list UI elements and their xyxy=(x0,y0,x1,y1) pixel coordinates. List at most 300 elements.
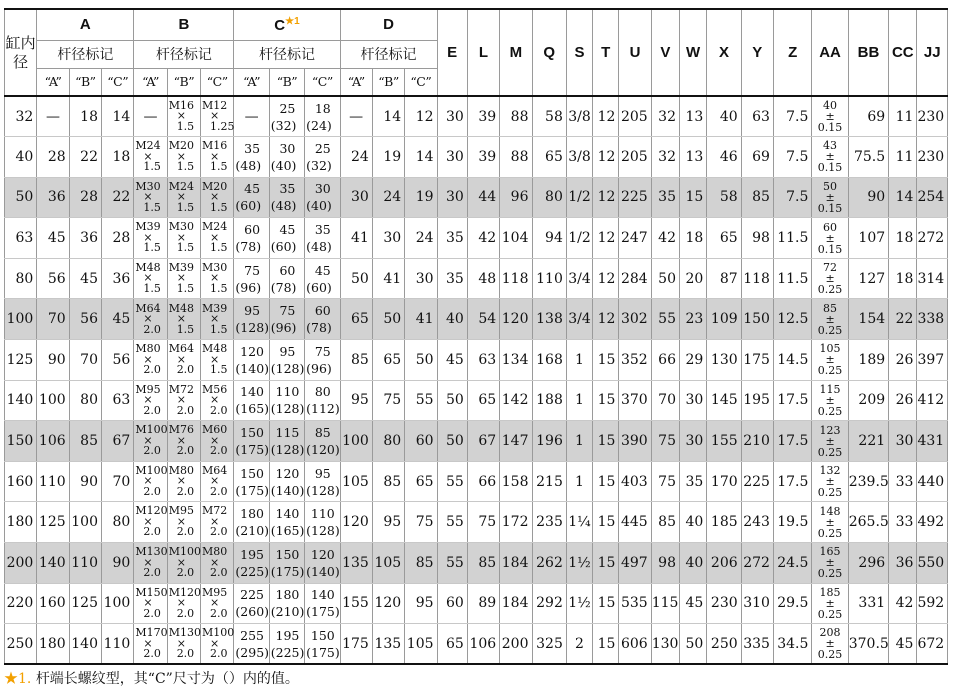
s-cell: 1 xyxy=(566,461,592,502)
bore-cell: 200 xyxy=(5,543,37,584)
c-cell xyxy=(269,177,304,218)
b-thread-cell xyxy=(167,624,200,665)
b-thread-line: × xyxy=(210,393,220,407)
c-cell xyxy=(234,218,269,259)
b-thread-line: 1.5 xyxy=(176,200,195,214)
bb-cell: 90 xyxy=(848,177,888,218)
b-thread-line: M24 xyxy=(202,220,228,234)
d-cell: 50 xyxy=(405,340,437,381)
a-cell: 110 xyxy=(37,461,69,502)
m-cell: 120 xyxy=(500,299,532,340)
c-value-line: (40) xyxy=(270,157,297,173)
rod-code-header-d-b: “B” xyxy=(372,68,404,96)
b-thread-line: × xyxy=(210,271,220,285)
b-thread-line: × xyxy=(176,271,186,285)
e-cell: 30 xyxy=(437,96,467,137)
a-cell: 36 xyxy=(69,218,101,259)
c-value-line: 110 xyxy=(310,506,335,522)
c-cell xyxy=(305,583,340,624)
y-cell: 150 xyxy=(741,299,773,340)
c-value-line: 80 xyxy=(314,384,331,400)
b-thread-cell xyxy=(134,624,167,665)
c-value-line: 60 xyxy=(244,222,261,238)
d-cell: 100 xyxy=(340,421,372,462)
b-thread-cell xyxy=(134,258,167,299)
e-cell: 30 xyxy=(437,177,467,218)
b-thread-cell xyxy=(201,218,234,259)
d-cell: 135 xyxy=(372,624,404,665)
b-thread-line: × xyxy=(210,312,220,326)
b-thread-line: M130 xyxy=(135,545,168,559)
col-header-z: Z xyxy=(773,9,811,96)
q-cell: 215 xyxy=(532,461,566,502)
d-cell: 105 xyxy=(340,461,372,502)
rod-code-header-c-b: “B” xyxy=(269,68,304,96)
s-cell: 1 xyxy=(566,340,592,381)
aa-value-line: ± xyxy=(825,150,835,164)
aa-value-line: 132 xyxy=(819,464,841,478)
aa-value-line: ± xyxy=(825,515,835,529)
cc-cell: 36 xyxy=(889,543,917,584)
d-cell: 65 xyxy=(405,461,437,502)
c-value-line: (140) xyxy=(270,482,305,498)
x-cell: 87 xyxy=(707,258,741,299)
c-cell xyxy=(305,624,340,665)
w-cell: 50 xyxy=(680,624,707,665)
a-cell: 22 xyxy=(69,137,101,178)
c-value-line: 120 xyxy=(275,465,300,481)
aa-cell xyxy=(812,421,848,462)
b-thread-line: M16 xyxy=(168,98,194,112)
b-thread-line: M100 xyxy=(135,463,168,477)
a-cell: 18 xyxy=(101,137,133,178)
b-thread-line: M100 xyxy=(135,423,168,437)
b-thread-cell xyxy=(167,421,200,462)
col-header-jj: JJ xyxy=(917,9,948,96)
b-thread-line: M20 xyxy=(202,179,228,193)
b-thread-line: 2.0 xyxy=(210,403,228,417)
b-thread-line: × xyxy=(176,433,186,447)
b-thread-line: 1.5 xyxy=(143,241,161,255)
s-cell: 1½ xyxy=(566,583,592,624)
t-cell: 15 xyxy=(593,461,619,502)
bore-cell: 180 xyxy=(5,502,37,543)
b-thread-line: M48 xyxy=(135,260,161,274)
l-cell: 39 xyxy=(467,137,499,178)
dimension-table-wrapper xyxy=(4,8,948,665)
b-thread-cell xyxy=(201,299,234,340)
c-value-line: 35 xyxy=(314,222,331,238)
c-value-line: (175) xyxy=(306,604,340,620)
col-header-s: S xyxy=(566,9,592,96)
x-cell: 58 xyxy=(707,177,741,218)
b-thread-line: 2.0 xyxy=(143,647,161,661)
l-cell: 67 xyxy=(467,421,499,462)
y-cell: 335 xyxy=(741,624,773,665)
c-cell xyxy=(305,543,340,584)
rod-code-header-b-c: “C” xyxy=(201,68,234,96)
u-cell: 247 xyxy=(619,218,651,259)
b-thread-line: M120 xyxy=(168,585,201,599)
w-cell: 35 xyxy=(680,461,707,502)
jj-cell: 314 xyxy=(917,258,948,299)
b-thread-line: × xyxy=(210,109,220,123)
t-cell: 15 xyxy=(593,583,619,624)
c-cell xyxy=(234,258,269,299)
d-cell: 80 xyxy=(372,421,404,462)
a-cell: 70 xyxy=(37,299,69,340)
d-cell: 155 xyxy=(340,583,372,624)
z-cell: 7.5 xyxy=(773,137,811,178)
jj-cell: 672 xyxy=(917,624,948,665)
aa-cell xyxy=(812,218,848,259)
s-cell: 1 xyxy=(566,380,592,421)
c-cell xyxy=(305,96,340,137)
q-cell: 138 xyxy=(532,299,566,340)
bore-cell: 40 xyxy=(5,137,37,178)
a-cell: 160 xyxy=(37,583,69,624)
bore-header xyxy=(5,9,37,96)
b-thread-cell xyxy=(167,583,200,624)
a-cell: 14 xyxy=(101,96,133,137)
col-header-w: W xyxy=(680,9,707,96)
q-cell: 188 xyxy=(532,380,566,421)
jj-cell: 338 xyxy=(917,299,948,340)
footnote xyxy=(4,668,299,688)
c-value-line: (260) xyxy=(235,604,270,620)
c-cell xyxy=(234,380,269,421)
table-body xyxy=(5,96,948,664)
c-value-line: (128) xyxy=(306,523,340,539)
a-cell: 125 xyxy=(37,502,69,543)
a-cell: 28 xyxy=(101,218,133,259)
bb-cell: 127 xyxy=(848,258,888,299)
a-cell: 100 xyxy=(37,380,69,421)
b-thread-line: × xyxy=(143,149,153,163)
b-thread-cell xyxy=(201,258,234,299)
c-cell xyxy=(305,380,340,421)
a-cell: 90 xyxy=(69,461,101,502)
aa-value-line: 0.25 xyxy=(817,526,843,540)
bore-cell: 32 xyxy=(5,96,37,137)
d-cell: 65 xyxy=(372,340,404,381)
table-row xyxy=(5,583,948,624)
c-value-line: (210) xyxy=(270,604,305,620)
c-value-line: (128) xyxy=(270,401,305,417)
b-thread-line: 1.5 xyxy=(176,119,195,133)
aa-value-line: 0.25 xyxy=(817,323,843,337)
c-value-line: (96) xyxy=(235,279,262,295)
cc-cell: 11 xyxy=(889,137,917,178)
col-header-t: T xyxy=(593,9,619,96)
aa-value-line: 105 xyxy=(819,342,841,356)
b-thread-line: 2.0 xyxy=(176,525,195,539)
d-cell: 65 xyxy=(340,299,372,340)
c-value-line: 95 xyxy=(244,303,261,319)
bore-label: 缸内径 xyxy=(5,33,36,71)
b-thread-line: M80 xyxy=(202,545,228,559)
b-thread-cell xyxy=(201,624,234,665)
c-value-line: (48) xyxy=(235,157,262,173)
aa-value-line: ± xyxy=(825,353,835,367)
z-cell: 24.5 xyxy=(773,543,811,584)
b-thread-line: M76 xyxy=(168,423,194,437)
e-cell: 35 xyxy=(437,258,467,299)
bb-cell: 265.5 xyxy=(848,502,888,543)
cc-cell: 11 xyxy=(889,96,917,137)
col-header-aa: AA xyxy=(812,9,848,96)
c-value-line: (140) xyxy=(306,563,340,579)
c-value-line: 140 xyxy=(310,587,335,603)
t-cell: 12 xyxy=(593,218,619,259)
b-thread-line: 2.0 xyxy=(143,566,161,580)
d-cell: 41 xyxy=(340,218,372,259)
c-value-line: 180 xyxy=(240,506,265,522)
c-value-line: 45 xyxy=(314,262,331,278)
a-cell: 28 xyxy=(69,177,101,218)
b-thread-line: 2.0 xyxy=(210,606,228,620)
aa-value-line: 50 xyxy=(823,179,838,193)
rod-code-header-c-c: “C” xyxy=(305,68,340,96)
b-thread-line: 2.0 xyxy=(176,566,195,580)
c-cell xyxy=(234,583,269,624)
z-cell: 34.5 xyxy=(773,624,811,665)
aa-cell xyxy=(812,543,848,584)
b-thread-line: M39 xyxy=(135,220,161,234)
d-cell: 105 xyxy=(372,543,404,584)
x-cell: 65 xyxy=(707,218,741,259)
q-cell: 235 xyxy=(532,502,566,543)
b-thread-cell xyxy=(134,543,167,584)
d-cell: 24 xyxy=(405,218,437,259)
a-cell: 36 xyxy=(37,177,69,218)
aa-value-line: ± xyxy=(825,272,835,286)
c-value-line: (128) xyxy=(235,320,270,336)
b-thread-cell xyxy=(201,340,234,381)
rod-code-header-b-a: “A” xyxy=(134,68,167,96)
aa-value-line: 0.15 xyxy=(817,161,843,175)
b-thread-line: × xyxy=(210,190,220,204)
b-thread-line: × xyxy=(143,393,153,407)
c-cell xyxy=(269,502,304,543)
c-value-line: (225) xyxy=(270,644,305,660)
d-cell: 41 xyxy=(405,299,437,340)
l-cell: 39 xyxy=(467,96,499,137)
table-row xyxy=(5,543,948,584)
b-thread-cell xyxy=(134,380,167,421)
c-value-line: (78) xyxy=(235,239,262,255)
d-cell: 135 xyxy=(340,543,372,584)
b-thread-line: 2.0 xyxy=(176,484,195,498)
aa-cell xyxy=(812,624,848,665)
star-mark-icon: ★1 xyxy=(285,15,300,27)
group-header-b: B xyxy=(134,9,234,40)
b-thread-line: × xyxy=(176,393,186,407)
w-cell: 40 xyxy=(680,502,707,543)
c-value-line: 30 xyxy=(314,181,331,197)
c-cell xyxy=(234,299,269,340)
s-cell: 2 xyxy=(566,624,592,665)
d-cell: 55 xyxy=(405,380,437,421)
c-value-line: 195 xyxy=(240,546,265,562)
c-value-line: 25 xyxy=(279,100,296,116)
cc-cell: 33 xyxy=(889,502,917,543)
e-cell: 40 xyxy=(437,299,467,340)
v-cell: 35 xyxy=(651,177,679,218)
b-thread-cell xyxy=(201,177,234,218)
c-value-line: (175) xyxy=(270,563,305,579)
col-header-v: V xyxy=(651,9,679,96)
u-cell: 445 xyxy=(619,502,651,543)
aa-cell xyxy=(812,137,848,178)
x-cell: 185 xyxy=(707,502,741,543)
l-cell: 106 xyxy=(467,624,499,665)
d-cell: 30 xyxy=(405,258,437,299)
c-value-line: (175) xyxy=(235,482,270,498)
z-cell: 17.5 xyxy=(773,380,811,421)
z-cell: 14.5 xyxy=(773,340,811,381)
col-header-cc: CC xyxy=(889,9,917,96)
aa-value-line: 0.25 xyxy=(817,283,843,297)
c-cell xyxy=(305,218,340,259)
x-cell: 46 xyxy=(707,137,741,178)
bb-cell: 107 xyxy=(848,218,888,259)
c-value-line: (32) xyxy=(306,157,332,173)
aa-value-line: ± xyxy=(825,110,835,124)
col-header-q: Q xyxy=(532,9,566,96)
c-value-line: 195 xyxy=(275,627,300,643)
c-value-line: (165) xyxy=(235,401,270,417)
b-thread-line: 2.0 xyxy=(143,322,161,336)
q-cell: 325 xyxy=(532,624,566,665)
a-cell: 80 xyxy=(69,380,101,421)
b-thread-line: M72 xyxy=(168,382,194,396)
c-value-line: 75 xyxy=(244,262,261,278)
b-thread-line: × xyxy=(143,230,153,244)
c-value-line: 225 xyxy=(240,587,265,603)
l-cell: 75 xyxy=(467,502,499,543)
cc-cell: 26 xyxy=(889,380,917,421)
m-cell: 142 xyxy=(500,380,532,421)
a-cell: 140 xyxy=(37,543,69,584)
c-cell xyxy=(269,340,304,381)
c-value-line: 150 xyxy=(240,465,265,481)
b-thread-line: × xyxy=(143,514,153,528)
b-thread-line: M64 xyxy=(202,463,228,477)
b-thread-line: × xyxy=(176,514,186,528)
b-thread-cell xyxy=(134,299,167,340)
aa-value-line: 0.15 xyxy=(817,201,843,215)
b-thread-cell xyxy=(134,177,167,218)
a-cell: 90 xyxy=(101,543,133,584)
b-thread-cell xyxy=(134,583,167,624)
jj-cell: 592 xyxy=(917,583,948,624)
w-cell: 30 xyxy=(680,380,707,421)
c-value-line: (78) xyxy=(270,279,297,295)
d-cell: 12 xyxy=(405,96,437,137)
c-cell xyxy=(234,340,269,381)
a-cell: — xyxy=(37,96,69,137)
d-cell: 30 xyxy=(340,177,372,218)
y-cell: 85 xyxy=(741,177,773,218)
s-cell: 1½ xyxy=(566,543,592,584)
c-value-line: 45 xyxy=(279,222,296,238)
a-cell: 80 xyxy=(101,502,133,543)
a-cell: 36 xyxy=(101,258,133,299)
z-cell: 17.5 xyxy=(773,461,811,502)
u-cell: 535 xyxy=(619,583,651,624)
d-cell: 95 xyxy=(372,502,404,543)
aa-value-line: ± xyxy=(825,190,835,204)
aa-value-line: 60 xyxy=(823,220,838,234)
header-row-1 xyxy=(5,9,948,40)
c-value-line: (60) xyxy=(270,239,297,255)
table-row xyxy=(5,340,948,381)
c-value-line: 30 xyxy=(279,140,296,156)
c-value-line: (295) xyxy=(235,644,270,660)
b-thread-line: 1.5 xyxy=(143,281,161,295)
b-thread-line: M24 xyxy=(135,139,161,153)
table-row xyxy=(5,258,948,299)
z-cell: 11.5 xyxy=(773,258,811,299)
dimension-table xyxy=(4,8,948,665)
m-cell: 147 xyxy=(500,421,532,462)
aa-value-line: 40 xyxy=(823,99,838,113)
bb-cell: 154 xyxy=(848,299,888,340)
jj-cell: 492 xyxy=(917,502,948,543)
c-cell xyxy=(269,624,304,665)
table-row xyxy=(5,96,948,137)
b-thread-cell xyxy=(134,502,167,543)
x-cell: 155 xyxy=(707,421,741,462)
w-cell: 30 xyxy=(680,421,707,462)
d-cell: 50 xyxy=(340,258,372,299)
x-cell: 40 xyxy=(707,96,741,137)
b-thread-line: × xyxy=(176,149,186,163)
b-thread-line: 1.5 xyxy=(210,200,228,214)
t-cell: 12 xyxy=(593,299,619,340)
b-thread-cell xyxy=(167,380,200,421)
bore-cell: 50 xyxy=(5,177,37,218)
c-cell xyxy=(269,96,304,137)
b-thread-line: 2.0 xyxy=(143,525,161,539)
e-cell: 55 xyxy=(437,502,467,543)
m-cell: 118 xyxy=(500,258,532,299)
v-cell: 32 xyxy=(651,96,679,137)
c-cell xyxy=(234,177,269,218)
c-value-line: 45 xyxy=(244,181,261,197)
aa-value-line: 115 xyxy=(819,382,841,396)
b-thread-line: 2.0 xyxy=(176,606,195,620)
l-cell: 44 xyxy=(467,177,499,218)
aa-value-line: 72 xyxy=(823,261,838,275)
m-cell: 96 xyxy=(500,177,532,218)
d-cell: 41 xyxy=(372,258,404,299)
b-thread-line: 2.0 xyxy=(210,647,228,661)
b-thread-line: × xyxy=(176,474,186,488)
b-thread-cell xyxy=(201,421,234,462)
q-cell: 65 xyxy=(532,137,566,178)
b-thread-line: × xyxy=(143,474,153,488)
c-cell xyxy=(305,340,340,381)
bb-cell: 296 xyxy=(848,543,888,584)
aa-value-line: ± xyxy=(825,434,835,448)
t-cell: 15 xyxy=(593,421,619,462)
aa-value-line: ± xyxy=(825,475,835,489)
aa-cell xyxy=(812,461,848,502)
s-cell: 3/8 xyxy=(566,137,592,178)
c-value-line: 150 xyxy=(275,546,300,562)
